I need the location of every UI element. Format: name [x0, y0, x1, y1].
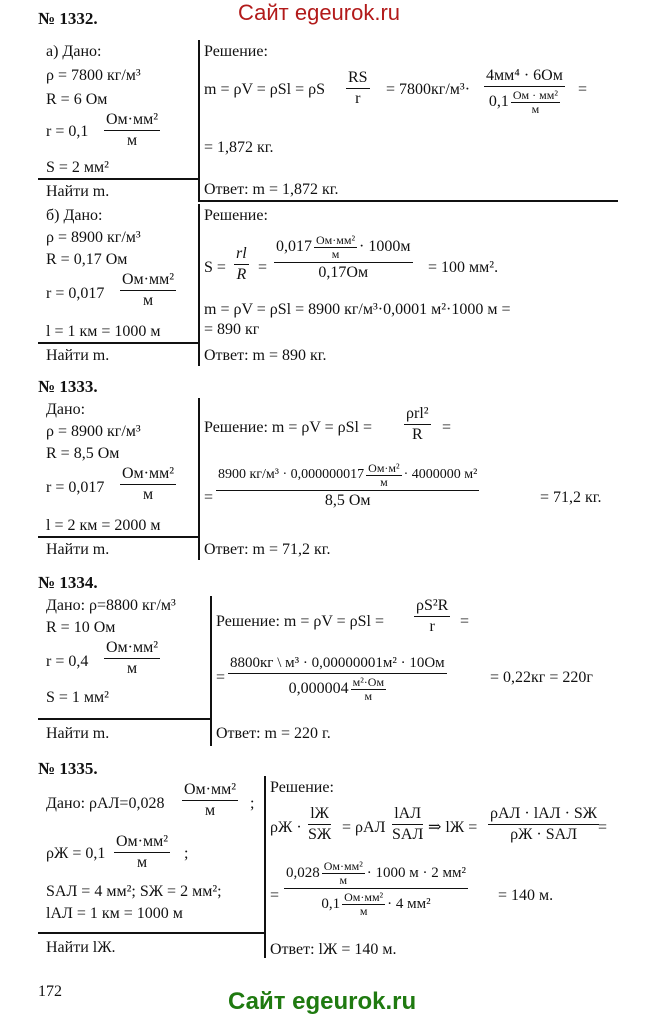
- given-density: ρ = 8900 кг/м³: [46, 229, 141, 246]
- answer: Ответ: m = 71,2 кг.: [204, 541, 331, 558]
- fraction: 8900 кг/м³ · 0,000000017 Ом·м² м · 4000000 м² 8,5 Ом: [218, 461, 478, 509]
- given-resistivity: r = 0,4: [46, 653, 89, 670]
- given-length: l = 2 км = 2000 м: [46, 517, 161, 534]
- given-area: S = 1 мм²: [46, 689, 109, 706]
- equation-text: ρЖ ·: [270, 819, 302, 836]
- fraction: ρАЛ · lАЛ · SЖ ρЖ · SАЛ: [490, 805, 598, 843]
- equation-text: =: [270, 887, 280, 904]
- given-density: ρ = 8900 кг/м³: [46, 423, 141, 440]
- problem-number-1335: № 1335.: [38, 759, 98, 778]
- fraction: lЖ SЖ: [308, 805, 332, 843]
- resistivity-unit: Ом·мм² м: [106, 639, 159, 677]
- equation-text: = ρАЛ: [342, 819, 386, 836]
- fraction: 0,017 Ом·мм² м · 1000м 0,17Ом: [276, 233, 411, 281]
- equation-result: = 0,22кг = 220г: [490, 669, 593, 686]
- equation-text: =: [258, 259, 268, 276]
- equation-text: m = ρV = ρSl = ρS: [204, 81, 325, 98]
- equation-text: Решение: m = ρV = ρSl =: [216, 613, 384, 630]
- find-label: Найти m.: [46, 347, 110, 364]
- vertical-divider: [198, 398, 200, 560]
- divider: [38, 718, 210, 720]
- problem-number-1334: № 1334.: [38, 573, 98, 592]
- fraction: $\frac{rl}{R}$: [236, 245, 247, 283]
- equation-text: m = ρV = ρSl = 8900 кг/м³·0,0001 м²·1000 м =: [204, 301, 511, 318]
- equation-text: =: [578, 81, 588, 98]
- answer: Ответ: lЖ = 140 м.: [270, 941, 397, 958]
- vertical-divider: [264, 776, 266, 958]
- solution-title: Решение:: [270, 779, 334, 796]
- given-resistance: R = 6 Ом: [46, 91, 108, 108]
- given-length: l = 1 км = 1000 м: [46, 323, 161, 340]
- given-label: а) Дано:: [46, 43, 102, 60]
- given-resistance: R = 8,5 Ом: [46, 445, 120, 462]
- fraction: 8800кг \ м³ · 0,00000001м² · 10Ом 0,000004 м²·Ом м: [230, 655, 445, 703]
- given-density: ρ = 7800 кг/м³: [46, 67, 141, 84]
- given-areas: SАЛ = 4 мм²; SЖ = 2 мм²;: [46, 883, 222, 900]
- vertical-divider: [198, 40, 200, 202]
- problem-number-1332: № 1332.: [38, 9, 98, 28]
- answer: Ответ: m = 890 кг.: [204, 347, 327, 364]
- given-resistivity-al: Дано: ρАЛ=0,028: [46, 795, 165, 812]
- given-resistivity-zh: ρЖ = 0,1: [46, 845, 106, 862]
- equation-result: = 140 м.: [498, 887, 554, 904]
- find-label: Найти m.: [46, 541, 110, 558]
- resistivity-unit: Ом·мм² м: [122, 465, 175, 503]
- given-resistance: R = 0,17 Ом: [46, 251, 128, 268]
- divider: [38, 536, 198, 538]
- fraction: 0,028 Ом·мм² м · 1000 м · 2 мм² 0,1 Ом·мм² м · 4 мм²: [286, 859, 467, 918]
- vertical-divider: [210, 596, 212, 746]
- given-density: Дано: ρ=8800 кг/м³: [46, 597, 176, 614]
- vertical-divider: [198, 204, 200, 366]
- find-label: Найти m.: [46, 183, 110, 200]
- given-resistivity: r = 0,017: [46, 285, 105, 302]
- solution-title: Решение:: [204, 207, 268, 224]
- fraction: $\frac{RS}{r}$: [348, 69, 368, 107]
- equation-text: =: [460, 613, 470, 630]
- equation-result: = 1,872 кг.: [204, 139, 274, 156]
- separator: ;: [250, 795, 255, 812]
- equation-text: =: [216, 669, 226, 686]
- fraction: lАЛ SАЛ: [392, 805, 424, 843]
- equation-text: S =: [204, 259, 226, 276]
- solution-title: Решение:: [204, 43, 268, 60]
- divider: [38, 342, 198, 344]
- given-resistivity: r = 0,1: [46, 123, 89, 140]
- resistivity-unit: Ом·мм² м: [116, 833, 169, 871]
- divider: [38, 178, 198, 180]
- divider: [198, 200, 618, 202]
- equation-text: = 7800кг/м³·: [386, 81, 471, 98]
- answer: Ответ: m = 1,872 кг.: [204, 181, 339, 198]
- equation-text: ⇒ lЖ =: [428, 819, 478, 836]
- find-label: Найти lЖ.: [46, 939, 116, 956]
- separator: ;: [184, 845, 189, 862]
- equation-text: =: [598, 819, 608, 836]
- given-area: S = 2 мм²: [46, 159, 109, 176]
- given-label: б) Дано:: [46, 207, 103, 224]
- resistivity-unit: Ом·мм² м: [184, 781, 237, 819]
- page-number: 172: [38, 983, 62, 1000]
- equation-text: =: [442, 419, 452, 436]
- fraction: 4мм⁴ · 6Ом 0,1 Ом · мм² м: [486, 67, 563, 116]
- site-watermark-top: Сайт egeurok.ru: [238, 0, 401, 25]
- fraction: $\frac{\text{ρS²R}}{r}$: [416, 597, 449, 635]
- fraction: ρrl² R: [406, 405, 429, 443]
- given-resistivity: r = 0,017: [46, 479, 105, 496]
- equation-text: =: [204, 489, 214, 506]
- site-watermark-bottom: Сайт egeurok.ru: [228, 988, 417, 1015]
- equation-text: = 100 мм².: [428, 259, 499, 276]
- given-resistance: R = 10 Ом: [46, 619, 116, 636]
- find-label: Найти m.: [46, 725, 110, 742]
- given-label: Дано:: [46, 401, 86, 418]
- divider: [38, 932, 264, 934]
- given-length: lАЛ = 1 км = 1000 м: [46, 905, 183, 922]
- answer: Ответ: m = 220 г.: [216, 725, 331, 742]
- resistivity-unit: Ом·мм² м: [122, 271, 175, 309]
- equation-text: Решение: m = ρV = ρSl =: [204, 419, 372, 436]
- equation-result: = 71,2 кг.: [540, 489, 602, 506]
- resistivity-unit: Ом·мм² м: [106, 111, 159, 149]
- equation-result: = 890 кг: [204, 321, 260, 338]
- problem-number-1333: № 1333.: [38, 377, 98, 396]
